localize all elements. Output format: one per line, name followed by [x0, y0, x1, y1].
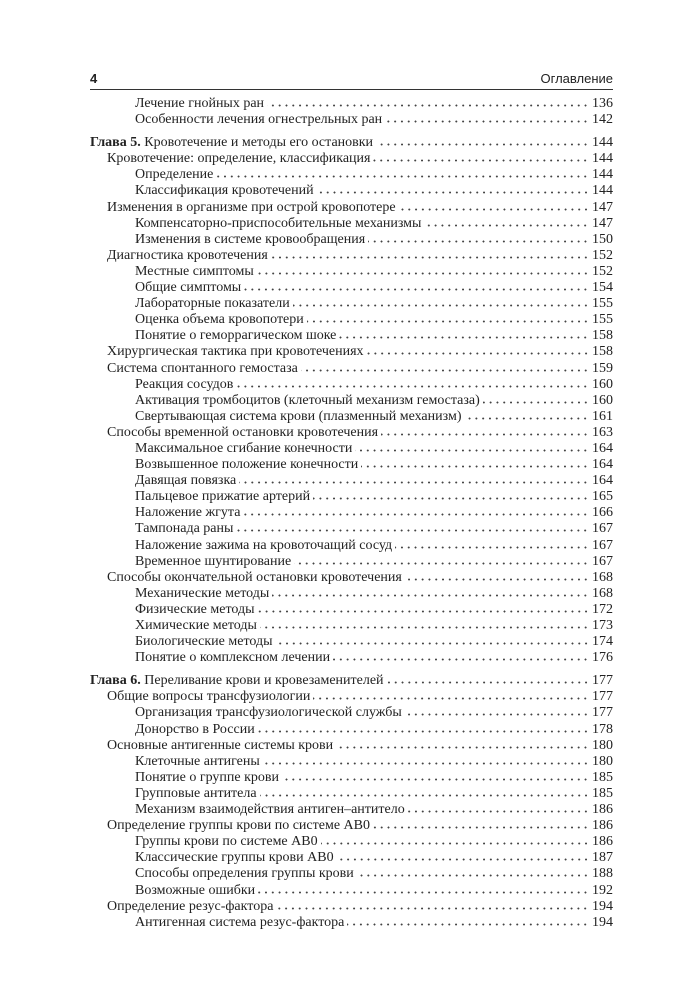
toc-entry[interactable] — [90, 328, 613, 344]
entry-text: Оценка объема кровопотери — [135, 312, 304, 328]
toc-entry[interactable] — [90, 899, 613, 915]
entry-text: Изменения в организме при острой кровопотере — [107, 199, 396, 215]
toc-entry[interactable] — [90, 521, 613, 537]
toc-entry[interactable] — [90, 248, 613, 264]
entry-page: 186 — [592, 802, 613, 818]
toc-entry[interactable] — [90, 554, 613, 570]
entry-title — [107, 344, 364, 360]
toc-entry[interactable] — [90, 457, 613, 473]
toc-entry[interactable] — [90, 866, 613, 882]
toc-entry[interactable] — [90, 393, 613, 409]
entry-text: Возвышенное положение конечности — [135, 457, 359, 473]
entry-title — [135, 705, 402, 721]
entry-title — [135, 521, 233, 537]
toc-entry[interactable] — [90, 538, 613, 554]
entry-title — [135, 915, 344, 931]
dot-leader — [333, 658, 589, 661]
entry-title — [135, 634, 273, 650]
dot-leader — [293, 304, 589, 307]
toc-entry[interactable] — [90, 473, 613, 489]
entry-page: 188 — [592, 866, 613, 882]
entry-text: Лабораторные показатели — [135, 296, 290, 312]
toc-entry[interactable] — [90, 232, 613, 248]
running-header — [90, 64, 613, 90]
entry-title — [135, 328, 336, 344]
entry-text: Реакция сосудов — [135, 376, 234, 392]
entry-page: 168 — [592, 585, 613, 601]
entry-text: Возможные ошибки — [135, 882, 256, 898]
entry-title — [107, 425, 378, 441]
toc-entry[interactable] — [90, 883, 613, 899]
dot-leader — [373, 159, 589, 162]
entry-page: 173 — [592, 618, 613, 633]
toc-entry[interactable] — [90, 96, 613, 112]
entry-page: 147 — [592, 215, 613, 231]
entry-page: 174 — [592, 634, 613, 650]
dot-leader — [236, 385, 589, 388]
toc-entry[interactable] — [90, 738, 613, 754]
entry-text: Классификация кровотечений — [135, 183, 314, 199]
chapter-label: Глава 5. — [90, 135, 141, 151]
entry-page: 152 — [592, 247, 613, 263]
entry-title — [135, 505, 240, 521]
entry-text: Система спонтанного гемостаза — [107, 360, 298, 376]
entry-title — [135, 602, 255, 618]
entry-page: 177 — [592, 673, 613, 689]
toc-entry[interactable] — [90, 570, 613, 586]
toc-entry[interactable] — [90, 770, 613, 786]
dot-leader — [395, 546, 589, 549]
entry-text: Классические группы крови АВ0 — [135, 850, 334, 866]
entry-page: 164 — [592, 440, 613, 456]
toc-entry[interactable] — [90, 112, 613, 128]
entry-text: Донорство в России — [135, 721, 255, 737]
dot-leader — [408, 810, 589, 813]
toc-entry[interactable] — [90, 754, 613, 770]
entry-page: 194 — [592, 914, 613, 930]
entry-title — [135, 183, 314, 199]
entry-text: Общие вопросы трансфузиологии — [107, 689, 311, 705]
entry-text: Химические методы — [135, 618, 257, 633]
dot-leader — [336, 746, 589, 749]
dot-leader — [376, 143, 589, 146]
entry-text: Лечение гнойных ран — [135, 96, 265, 111]
entry-text: Антигенная система резус-фактора — [135, 914, 345, 930]
toc-entry[interactable] — [90, 151, 613, 167]
entry-text: Временное шунтирование — [135, 553, 292, 569]
toc-entry[interactable] — [90, 312, 613, 328]
toc-entry[interactable] — [90, 818, 613, 834]
entry-text: Переливание крови и кровезаменителей — [144, 673, 384, 689]
entry-title — [107, 361, 298, 377]
entry-text: Пальцевое прижатие артерий — [135, 489, 311, 505]
entry-page: 144 — [592, 183, 613, 199]
entry-page: 144 — [592, 151, 613, 167]
dot-leader — [258, 610, 589, 613]
entry-page: 185 — [592, 785, 613, 801]
entry-title — [135, 280, 241, 296]
entry-text: Максимальное сгибание конечности — [135, 440, 353, 456]
chapter-label: Глава 6. — [90, 673, 141, 689]
entry-text: Понятие о группе крови — [135, 769, 280, 785]
entry-page: 155 — [592, 296, 613, 312]
entry-text: Наложение жгута — [135, 505, 241, 521]
entry-title — [135, 650, 330, 666]
toc-entry[interactable] — [90, 361, 613, 377]
dot-leader — [347, 923, 589, 926]
entry-title — [135, 850, 334, 866]
dot-leader — [313, 497, 589, 500]
entry-title — [90, 673, 384, 689]
entry-title — [135, 473, 236, 489]
entry-title — [135, 457, 358, 473]
entry-page: 177 — [592, 705, 613, 721]
dot-leader — [239, 481, 589, 484]
entry-text: Наложение зажима на кровоточащий сосуд — [135, 537, 393, 553]
entry-title — [107, 570, 402, 586]
toc-entry[interactable] — [90, 602, 613, 618]
entry-title — [135, 409, 461, 425]
entry-text: Групповые антитела — [135, 785, 257, 801]
dot-leader — [282, 778, 589, 781]
dot-leader — [263, 762, 589, 765]
toc-entry[interactable] — [90, 200, 613, 216]
entry-title — [107, 200, 396, 216]
entry-page: 180 — [592, 737, 613, 753]
dot-leader — [216, 175, 589, 178]
dot-leader — [399, 208, 589, 211]
entry-title — [135, 618, 257, 634]
dot-leader — [260, 626, 589, 629]
entry-title — [135, 586, 269, 602]
dot-leader — [387, 681, 589, 684]
dot-leader — [294, 562, 589, 565]
entry-page: 152 — [592, 263, 613, 279]
entry-title — [135, 883, 255, 899]
table-of-contents — [90, 96, 613, 931]
toc-entry[interactable] — [90, 377, 613, 393]
entry-title — [135, 554, 291, 570]
entry-page: 167 — [592, 553, 613, 569]
dot-leader — [301, 369, 589, 372]
entry-title — [135, 312, 304, 328]
entry-text: Диагностика кровотечения — [107, 247, 268, 263]
dot-leader — [236, 529, 589, 532]
entry-title — [135, 377, 233, 393]
entry-page: 172 — [592, 601, 613, 617]
entry-page: 166 — [592, 505, 613, 521]
dot-leader — [258, 891, 589, 894]
entry-title — [135, 866, 354, 882]
entry-page: 163 — [592, 424, 613, 440]
entry-text: Давящая повязка — [135, 473, 237, 489]
page-number: 4 — [90, 71, 98, 86]
entry-title — [135, 834, 318, 850]
entry-text: Кровотечение и методы его остановки — [144, 135, 374, 151]
toc-entry[interactable] — [90, 409, 613, 425]
entry-page: 164 — [592, 473, 613, 489]
entry-text: Понятие о геморрагическом шоке — [135, 328, 337, 344]
entry-title — [135, 296, 290, 312]
dot-leader — [317, 191, 589, 194]
entry-title — [107, 151, 370, 167]
entry-page: 186 — [592, 818, 613, 834]
entry-text: Основные антигенные системы крови — [107, 737, 334, 753]
entry-title — [135, 802, 405, 818]
entry-text: Компенсаторно-приспособительные механизмы — [135, 215, 422, 231]
entry-page: 144 — [592, 167, 613, 183]
dot-leader — [258, 730, 589, 733]
entry-title — [107, 689, 310, 705]
entry-page: 144 — [592, 135, 613, 151]
toc-entry[interactable] — [90, 586, 613, 602]
entry-page: 167 — [592, 537, 613, 553]
entry-page: 180 — [592, 753, 613, 769]
dot-leader — [361, 465, 589, 468]
toc-entry[interactable] — [90, 850, 613, 866]
entry-title — [107, 738, 333, 754]
toc-entry[interactable] — [90, 618, 613, 634]
dot-leader — [276, 907, 589, 910]
dot-leader — [385, 120, 589, 123]
entry-title — [135, 112, 382, 128]
dot-leader — [271, 256, 589, 259]
entry-title — [135, 167, 213, 183]
running-title: Оглавление — [540, 71, 613, 86]
dot-leader — [381, 433, 589, 436]
entry-page: 177 — [592, 689, 613, 705]
entry-title — [135, 96, 264, 112]
entry-text: Способы определения группы крови — [135, 866, 354, 882]
entry-page: 158 — [592, 344, 613, 360]
toc-entry[interactable] — [90, 650, 613, 666]
dot-leader — [337, 858, 589, 861]
toc-entry[interactable] — [90, 344, 613, 360]
entry-page: 159 — [592, 360, 613, 376]
entry-text: Способы окончательной остановки кровотечения — [107, 569, 402, 585]
entry-page: 194 — [592, 898, 613, 914]
entry-text: Тампонада раны — [135, 521, 234, 537]
dot-leader — [483, 401, 589, 404]
entry-text: Хирургическая тактика при кровотечениях — [107, 344, 364, 360]
dot-leader — [313, 697, 589, 700]
dot-leader — [373, 826, 589, 829]
toc-chapter[interactable] — [90, 673, 613, 689]
entry-page: 160 — [592, 376, 613, 392]
toc-entry[interactable] — [90, 915, 613, 931]
dot-leader — [321, 842, 589, 845]
toc-entry[interactable] — [90, 505, 613, 521]
entry-page: 165 — [592, 489, 613, 505]
dot-leader — [355, 449, 589, 452]
toc-entry[interactable] — [90, 183, 613, 199]
entry-title — [135, 232, 365, 248]
chapter-gap — [90, 128, 613, 135]
entry-text: Понятие о комплексном лечении — [135, 650, 331, 666]
entry-page: 142 — [592, 112, 613, 128]
toc-entry[interactable] — [90, 441, 613, 457]
entry-text: Особенности лечения огнестрельных ран — [135, 112, 383, 128]
toc-entry[interactable] — [90, 216, 613, 232]
toc-entry[interactable] — [90, 802, 613, 818]
entry-text: Биологические методы — [135, 634, 273, 650]
toc-entry[interactable] — [90, 264, 613, 280]
entry-page: 176 — [592, 650, 613, 666]
entry-text: Определение — [135, 167, 214, 183]
entry-page: 186 — [592, 834, 613, 850]
entry-page: 168 — [592, 569, 613, 585]
dot-leader — [260, 794, 589, 797]
dot-leader — [276, 642, 589, 645]
entry-title — [107, 248, 268, 264]
dot-leader — [405, 713, 589, 716]
toc-entry[interactable] — [90, 167, 613, 183]
entry-page: 147 — [592, 199, 613, 215]
entry-text: Организация трансфузиологической службы — [135, 705, 402, 721]
entry-title — [135, 722, 255, 738]
toc-chapter[interactable] — [90, 135, 613, 151]
entry-title — [135, 754, 260, 770]
dot-leader — [244, 288, 589, 291]
entry-page: 136 — [592, 96, 613, 111]
entry-text: Местные симптомы — [135, 263, 254, 279]
entry-page: 158 — [592, 328, 613, 344]
entry-title — [135, 216, 421, 232]
entry-title — [135, 264, 254, 280]
entry-page: 164 — [592, 457, 613, 473]
toc-entry[interactable] — [90, 634, 613, 650]
chapter-gap — [90, 666, 613, 673]
dot-leader — [424, 224, 589, 227]
entry-text: Физические методы — [135, 601, 255, 617]
dot-leader — [367, 352, 589, 355]
toc-entry[interactable] — [90, 689, 613, 705]
entry-page: 160 — [592, 392, 613, 408]
entry-title — [107, 818, 370, 834]
entry-text: Механизм взаимодействия антиген–антитело — [135, 802, 405, 818]
dot-leader — [339, 336, 589, 339]
dot-leader — [267, 104, 589, 107]
entry-page: 185 — [592, 769, 613, 785]
entry-page: 178 — [592, 721, 613, 737]
dot-leader — [464, 417, 589, 420]
entry-title — [107, 899, 273, 915]
dot-leader — [307, 320, 589, 323]
dot-leader — [243, 513, 589, 516]
toc-entry[interactable] — [90, 705, 613, 721]
entry-title — [135, 489, 310, 505]
entry-title — [135, 538, 392, 554]
entry-page: 154 — [592, 280, 613, 296]
entry-text: Механические методы — [135, 585, 270, 601]
entry-page: 150 — [592, 231, 613, 247]
entry-text: Клеточные антигены — [135, 753, 260, 769]
entry-title — [135, 393, 480, 409]
entry-page: 155 — [592, 312, 613, 328]
toc-entry[interactable] — [90, 834, 613, 850]
entry-title — [135, 770, 279, 786]
toc-entry[interactable] — [90, 786, 613, 802]
dot-leader — [257, 272, 589, 275]
entry-page: 192 — [592, 882, 613, 898]
entry-text: Кровотечение: определение, классификация — [107, 151, 371, 167]
entry-text: Общие симптомы — [135, 280, 242, 296]
entry-text: Определение резус-фактора — [107, 898, 274, 914]
dot-leader — [368, 240, 589, 243]
entry-title — [135, 441, 352, 457]
entry-text: Определение группы крови по системе АВ0 — [107, 818, 370, 834]
dot-leader — [357, 874, 589, 877]
entry-title — [135, 786, 257, 802]
entry-text: Свертывающая система крови (плазменный механизм) — [135, 408, 462, 424]
entry-text: Изменения в системе кровообращения — [135, 231, 366, 247]
entry-text: Активация тромбоцитов (клеточный механизм гемостаза) — [135, 392, 480, 408]
entry-page: 161 — [592, 408, 613, 424]
entry-page: 167 — [592, 521, 613, 537]
dot-leader — [272, 594, 589, 597]
entry-text: Группы крови по системе АВ0 — [135, 834, 318, 850]
dot-leader — [405, 578, 589, 581]
toc-entry[interactable] — [90, 425, 613, 441]
toc-entry[interactable] — [90, 280, 613, 296]
toc-entry[interactable] — [90, 296, 613, 312]
entry-page: 187 — [592, 850, 613, 866]
toc-entry[interactable] — [90, 722, 613, 738]
toc-entry[interactable] — [90, 489, 613, 505]
entry-text: Способы временной остановки кровотечения — [107, 424, 379, 440]
entry-title — [90, 135, 373, 151]
